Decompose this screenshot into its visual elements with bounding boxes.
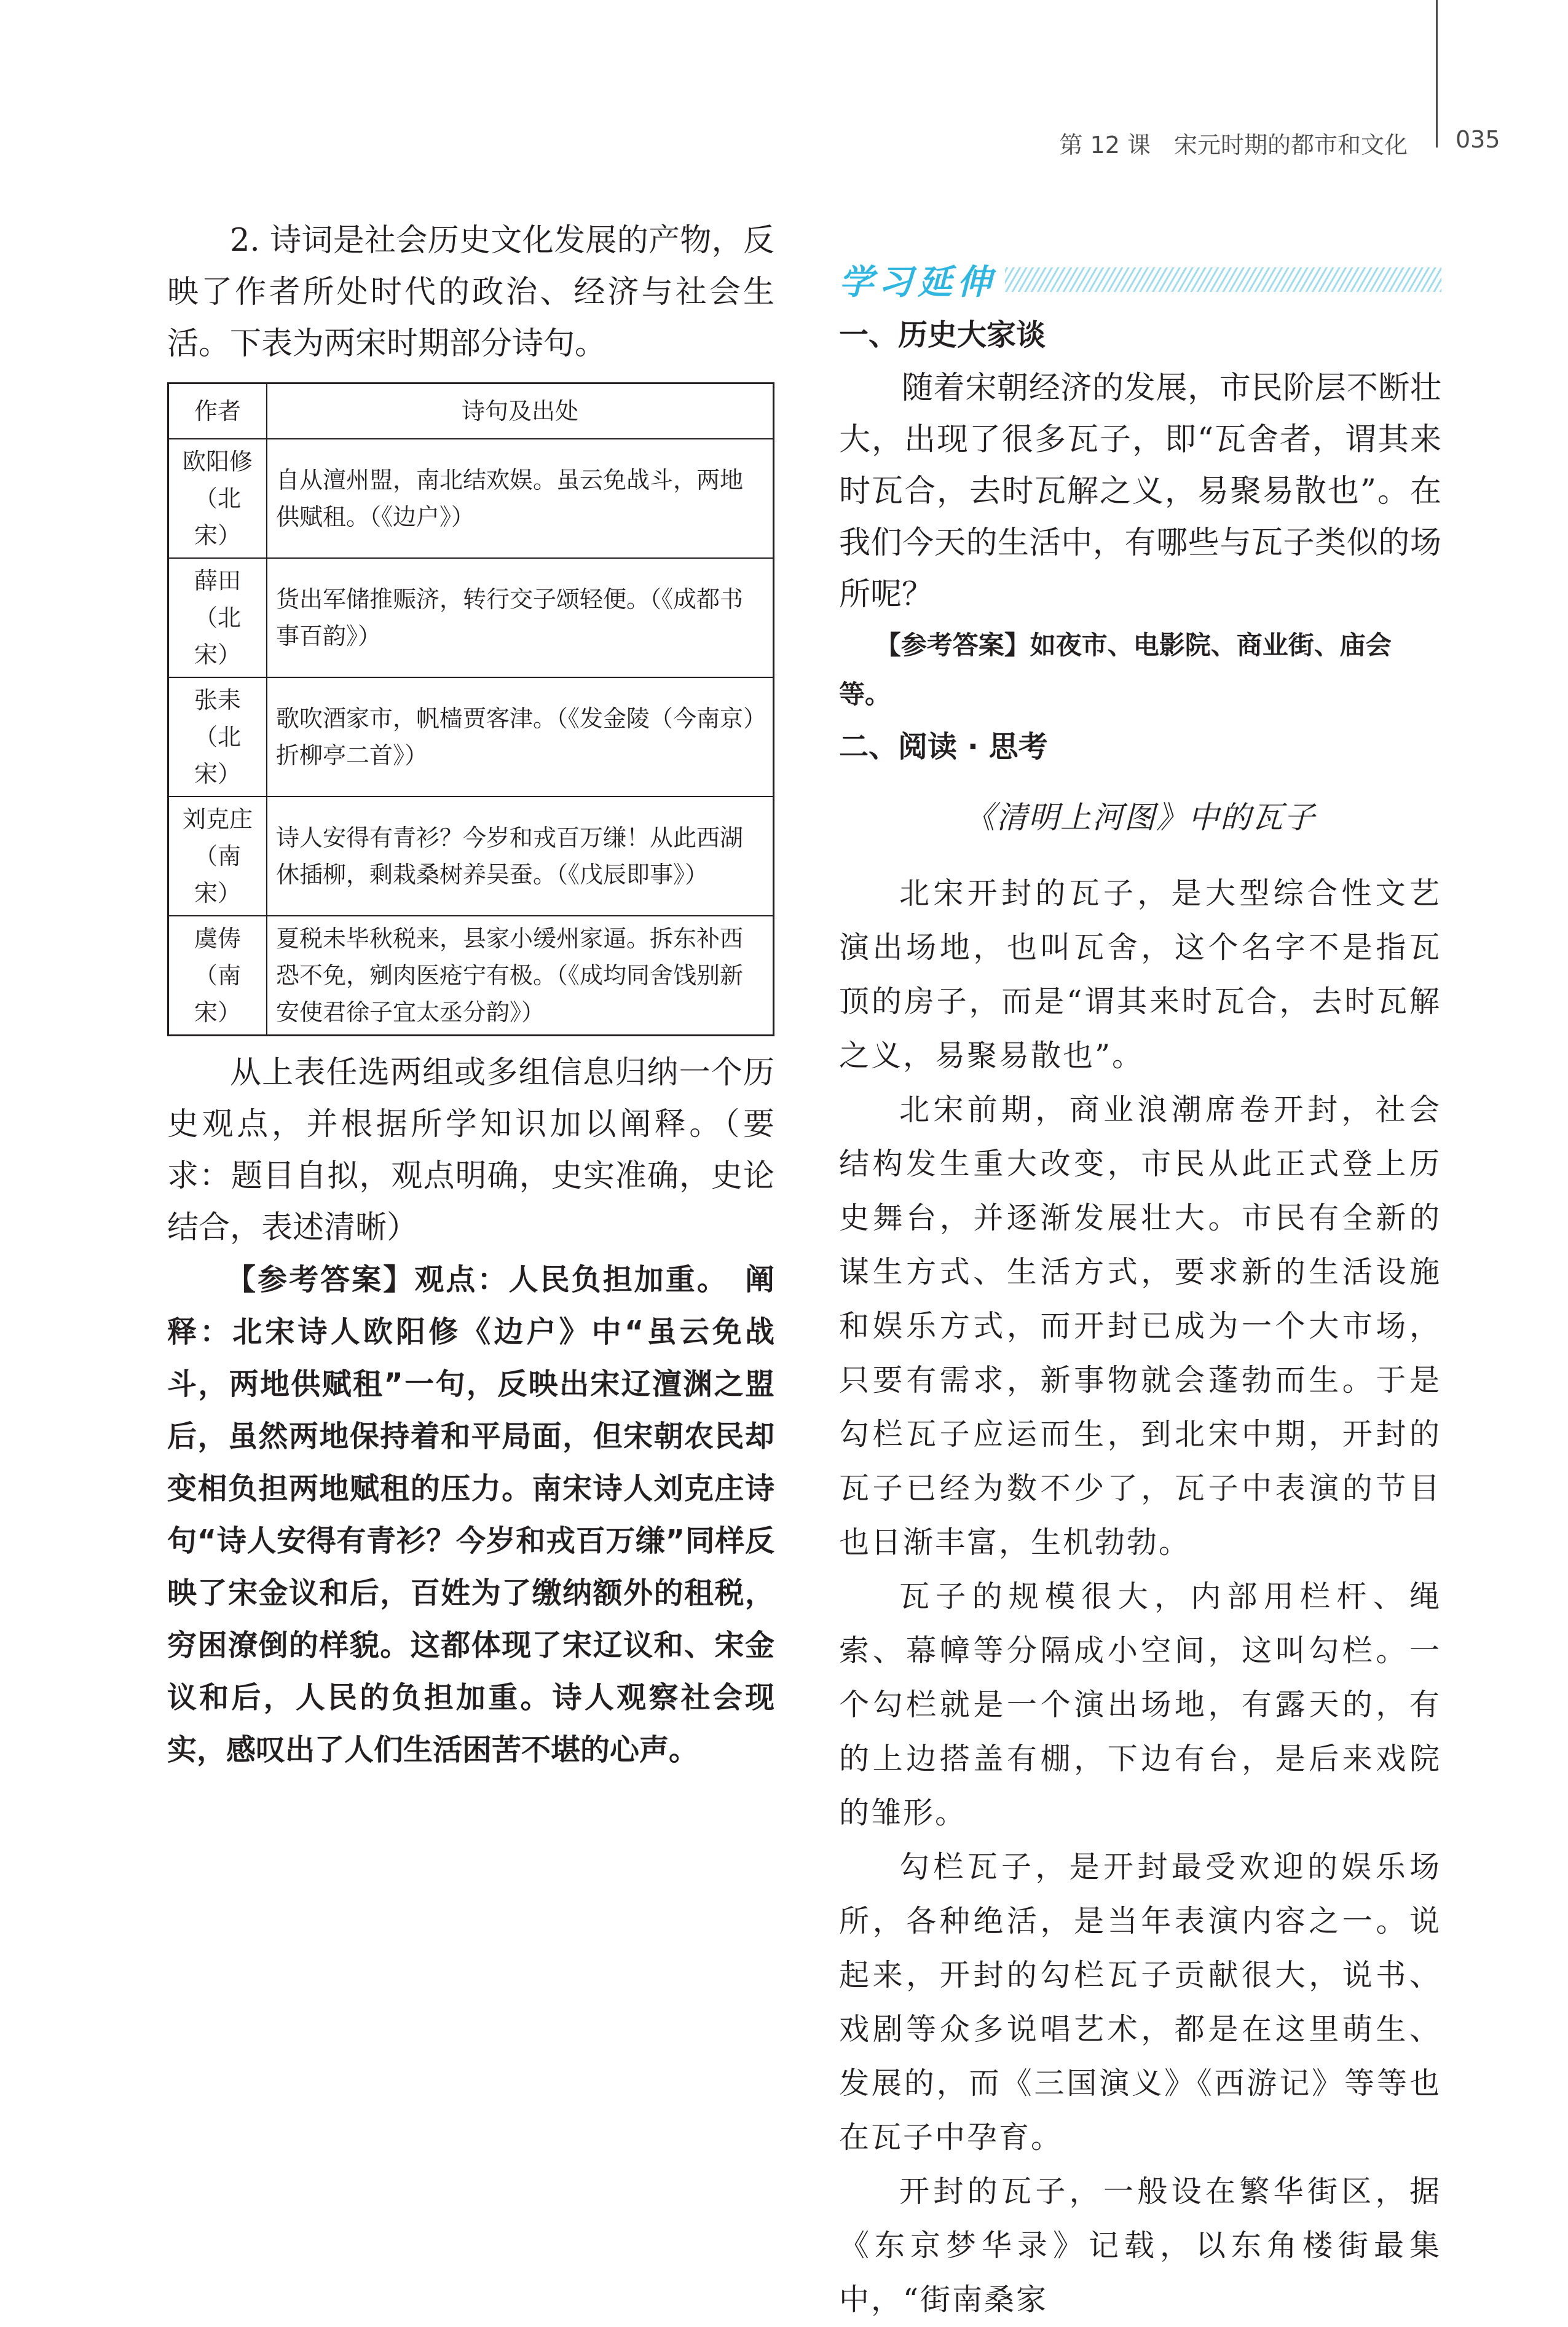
section1-answer: 【参考答案】如夜市、电影院、商业街、庙会等。 — [839, 630, 1392, 709]
section-banner — [839, 252, 1441, 307]
verse-cell: 货出军储推赈济，转行交子颂轻便。（《成都书事百韵》） — [267, 558, 774, 677]
poem-table — [167, 382, 774, 1036]
author-cell: 虞俦 （南宋） — [168, 916, 267, 1036]
running-title: 第 12 课 宋元时期的都市和文化 — [1059, 132, 1408, 159]
table-header-row — [168, 384, 774, 439]
table-row — [168, 439, 774, 558]
section1-text: 随着宋朝经济的发展，市民阶层不断壮大，出现了很多瓦子，即“瓦舍者，谓其来时瓦合，去时瓦解之义，易聚易散也”。在我们今天的生活中，有哪些与瓦子类似的场所呢？ — [839, 370, 1441, 613]
article-paragraph: 勾栏瓦子，是开封最受欢迎的娱乐场所，各种绝活，是当年表演内容之一。说起来，开封的勾栏瓦子贡献很大，说书、戏剧等众多说唱艺术，都是在这里萌生、发展的，而《三国演义》《西游记》等等也在瓦子中孕育。 — [839, 1849, 1441, 2155]
banner-title: 学习延伸 — [839, 262, 996, 302]
verse-cell: 自从澶州盟，南北结欢娱。虽云免战斗，两地供赋租。（《边户》） — [267, 439, 774, 558]
right-column — [839, 252, 1441, 2327]
article-paragraph: 开封的瓦子，一般设在繁华街区，据《东京梦华录》记载，以东角楼街最集中，“街南桑家 — [839, 2174, 1441, 2317]
header-author: 作者 — [168, 384, 267, 439]
reference-answer: 【参考答案】观点：人民负担加重。 阐释：北宋诗人欧阳修《边户》中“虽云免战斗，两地供赋租”一句，反映出宋辽澶渊之盟后，虽然两地保持着和平局面，但宋朝农民却变相负担两地赋租的压力。南宋诗人刘克庄诗句“诗人安得有青衫？今岁和戎百万缣”同样反映了宋金议和后，百姓为了缴纳额外的租税，穷困潦倒的样貌。这都体现了宋辽议和、宋金议和后，人民的负担加重。诗人观察社会现实，感叹出了人们生活困苦不堪的心声。 — [167, 1262, 774, 1767]
article-paragraph: 瓦子的规模很大，内部用栏杆、绳索、幕幛等分隔成小空间，这叫勾栏。一个勾栏就是一个演出场地，有露天的，有的上边搭盖有棚，下边有台，是后来戏院的雏形。 — [839, 1579, 1441, 1830]
article-title: 《清明上河图》中的瓦子 — [964, 800, 1316, 835]
author-cell: 薛田 （北宋） — [168, 558, 267, 677]
article-paragraph: 北宋开封的瓦子，是大型综合性文艺演出场地，也叫瓦舍，这个名字不是指瓦顶的房子，而是“谓其来时瓦合，去时瓦解之义，易聚易散也”。 — [839, 876, 1441, 1073]
section-heading-2: 二、阅读 · 思考 — [839, 730, 1048, 764]
left-column — [167, 215, 774, 1776]
table-row — [168, 558, 774, 677]
question-task: 从上表任选两组或多组信息归纳一个历史观点，并根据所学知识加以阐释。（要求：题目自拟，观点明确，史实准确，史论结合，表述清晰） — [167, 1055, 774, 1246]
author-cell: 欧阳修 （北宋） — [168, 439, 267, 558]
verse-cell: 歌吹酒家市，帆樯贾客津。（《发金陵（今南京）折柳亭二首》） — [267, 677, 774, 797]
page-number: 035 — [1456, 126, 1500, 153]
table-row — [168, 677, 774, 797]
table-row — [168, 797, 774, 916]
article-paragraph: 北宋前期，商业浪潮席卷开封，社会结构发生重大改变，市民从此正式登上历史舞台，并逐渐发展壮大。市民有全新的谋生方式、生活方式，要求新的生活设施和娱乐方式，而开封已成为一个大市场，只要有需求，新事物就会蓬勃而生。于是勾栏瓦子应运而生，到北宋中期，开封的瓦子已经为数不少了，瓦子中表演的节目也日渐丰富，生机勃勃。 — [839, 1092, 1441, 1560]
section-heading-1: 一、历史大家谈 — [839, 318, 1046, 352]
verse-cell: 夏税未毕秋税来，县家小缓州家逼。拆东补西恐不免，剜肉医疮宁有极。（《成均同舍饯别新安使君徐子宜太丞分韵》） — [267, 916, 774, 1036]
banner-stripes — [1005, 267, 1441, 292]
table-row — [168, 916, 774, 1036]
header-verse: 诗句及出处 — [267, 384, 774, 439]
author-cell: 刘克庄 （南宋） — [168, 797, 267, 916]
author-cell: 张耒 （北宋） — [168, 677, 267, 797]
header-rule — [1436, 0, 1438, 148]
question-intro: 2. 诗词是社会历史文化发展的产物，反映了作者所处时代的政治、经济与社会生活。下表为两宋时期部分诗句。 — [167, 222, 774, 362]
verse-cell: 诗人安得有青衫？今岁和戎百万缣！从此西湖休插柳，剩栽桑树养吴蚕。（《戊辰即事》） — [267, 797, 774, 916]
